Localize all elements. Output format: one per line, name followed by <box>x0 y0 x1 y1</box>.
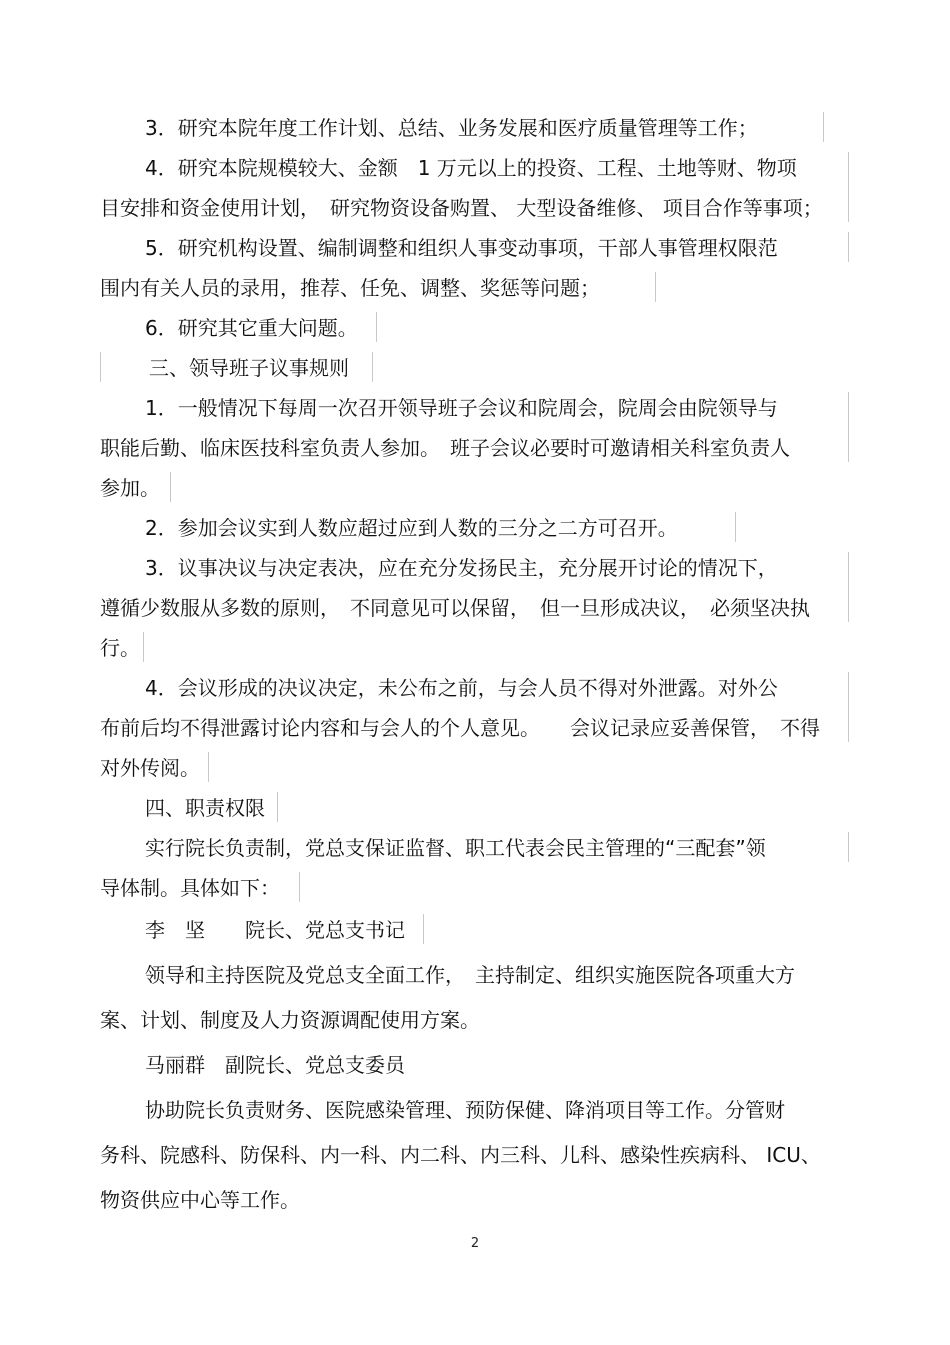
rule-1-continuation: 职能后勤、临床医技科室负责人参加。 班子会议必要时可邀请相关科室负责人 <box>100 436 790 460</box>
rule-tick <box>848 392 849 462</box>
rule-tick <box>423 914 424 944</box>
rule-tick <box>848 672 849 742</box>
person-2-duties-continuation-end: 物资供应中心等工作。 <box>100 1188 300 1212</box>
rule-3-text: 3．议事决议与决定表决，应在充分发扬民主，充分展开讨论的情况下， <box>145 556 778 580</box>
person-1-title: 李 坚 院长、党总支书记 <box>145 918 405 942</box>
rule-tick <box>299 872 300 902</box>
rule-1-text: 1．一般情况下每周一次召开领导班子会议和院周会，院周会由院领导与 <box>145 396 778 420</box>
rule-tick <box>143 632 144 662</box>
rule-tick <box>372 352 373 382</box>
person-2-duties: 协助院长负责财务、医院感染管理、预防保健、降消项目等工作。分管财 <box>145 1098 785 1122</box>
rule-tick <box>100 352 101 382</box>
responsibility-intro: 实行院长负责制，党总支保证监督、职工代表会民主管理的“三配套”领 <box>145 836 766 860</box>
rule-1-continuation-end: 参加。 <box>100 476 160 500</box>
page-number: 2 <box>470 1236 480 1251</box>
person-2-duties-continuation: 务科、院感科、防保科、内一科、内二科、内三科、儿科、感染性疾病科、 ICU、 <box>100 1143 821 1167</box>
rule-3-continuation-end: 行。 <box>100 636 140 660</box>
responsibility-intro-continuation: 导体制。具体如下： <box>100 876 280 900</box>
rule-tick <box>848 832 849 862</box>
rule-tick <box>208 752 209 782</box>
item-5-continuation: 围内有关人员的录用，推荐、任免、调整、奖惩等问题； <box>100 276 600 300</box>
item-5-text: 5．研究机构设置、编制调整和组织人事变动事项，干部人事管理权限范 <box>145 236 778 260</box>
section-heading-3: 三、领导班子议事规则 <box>149 356 349 380</box>
rule-tick <box>376 312 377 342</box>
rule-tick <box>848 232 849 262</box>
rule-tick <box>277 792 278 822</box>
person-2-title: 马丽群 副院长、党总支委员 <box>145 1053 405 1077</box>
rule-tick <box>848 152 849 222</box>
section-heading-4: 四、职责权限 <box>145 796 265 820</box>
rule-tick <box>735 512 736 542</box>
rule-4-text: 4．会议形成的决议决定，未公布之前，与会人员不得对外泄露。对外公 <box>145 676 778 700</box>
rule-2-text: 2．参加会议实到人数应超过应到人数的三分之二方可召开。 <box>145 516 678 540</box>
item-4-continuation: 目安排和资金使用计划， 研究物资设备购置、 大型设备维修、 项目合作等事项； <box>100 196 823 220</box>
rule-4-continuation: 布前后均不得泄露讨论内容和与会人的个人意见。 会议记录应妥善保管， 不得 <box>100 716 820 740</box>
person-1-duties: 领导和主持医院及党总支全面工作， 主持制定、组织实施医院各项重大方 <box>145 963 795 987</box>
rule-tick <box>823 112 824 142</box>
rule-tick <box>170 472 171 502</box>
person-1-duties-continuation: 案、计划、制度及人力资源调配使用方案。 <box>100 1008 480 1032</box>
item-4-text: 4．研究本院规模较大、金额 1 万元以上的投资、工程、土地等财、物项 <box>145 156 797 180</box>
rule-4-continuation-end: 对外传阅。 <box>100 756 200 780</box>
rule-tick <box>848 552 849 622</box>
item-3-text: 3．研究本院年度工作计划、总结、业务发展和医疗质量管理等工作； <box>145 116 758 140</box>
rule-tick <box>655 272 656 302</box>
rule-3-continuation: 遵循少数服从多数的原则， 不同意见可以保留， 但一旦形成决议， 必须坚决执 <box>100 596 810 620</box>
item-6-text: 6．研究其它重大问题。 <box>145 316 358 340</box>
